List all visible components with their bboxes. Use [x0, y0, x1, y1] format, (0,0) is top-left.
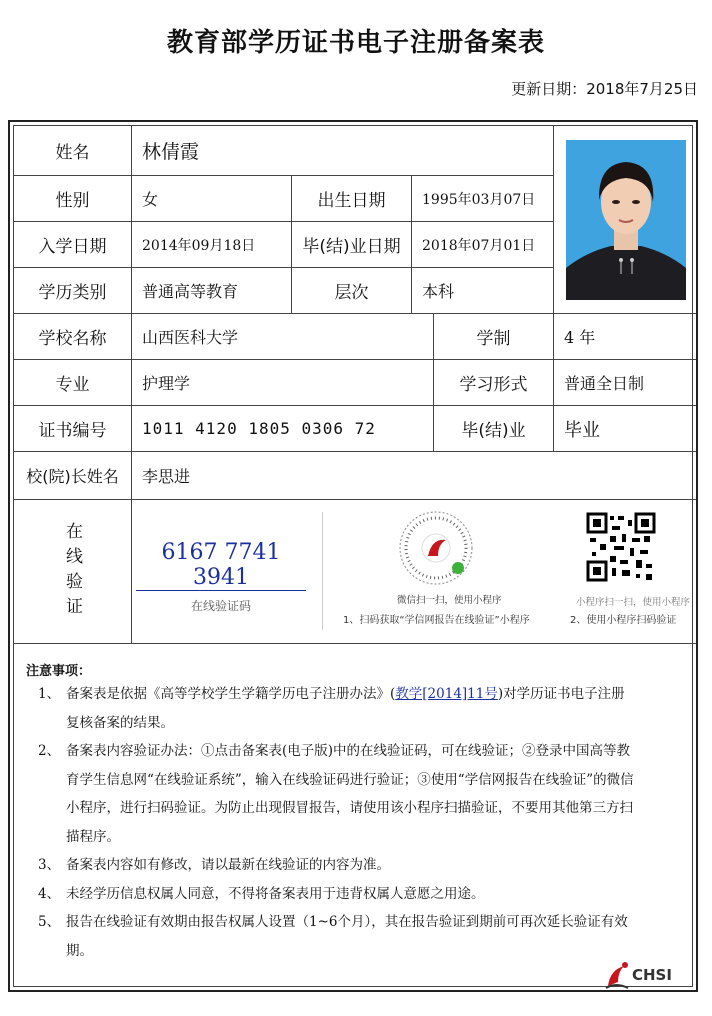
name-label: 姓名	[14, 126, 132, 176]
page-title: 教育部学历证书电子注册备案表	[166, 28, 545, 58]
cert-no-value: 1011 4120 1805 0306 72	[132, 406, 434, 452]
major-label: 专业	[14, 360, 132, 406]
verify-code-link[interactable]: 6167 7741 3941	[136, 540, 306, 591]
enroll-value: 2014年09月18日	[132, 222, 292, 268]
update-date: 更新日期：2018年7月25日	[511, 80, 698, 98]
qr2-caption: 小程序扫一扫，使用小程序	[576, 597, 691, 608]
president-value: 李思进	[132, 452, 696, 500]
edu-type-value: 普通高等教育	[132, 268, 292, 314]
school-label: 学校名称	[14, 314, 132, 360]
chsi-logo-text: CHSI	[632, 966, 672, 984]
student-photo	[566, 140, 686, 300]
school-value: 山西医科大学	[132, 314, 434, 360]
verify-label: 在线验证	[14, 500, 132, 644]
step1-text: 1、扫码获取“学信网报告在线验证”小程序	[343, 615, 530, 626]
birth-value: 1995年03月07日	[412, 176, 554, 222]
qr1-caption: 微信扫一扫，使用小程序	[397, 595, 502, 606]
level-label: 层次	[292, 268, 412, 314]
note-item: 5、 报告在线验证有效期由报告权属人设置（1~6个月），其在报告验证到期前可再次延长验证有效期。	[38, 914, 628, 959]
notes-title: 注意事项：	[26, 664, 92, 679]
qr-code[interactable]	[586, 512, 656, 586]
grad-label: 毕(结)业	[434, 406, 554, 452]
chsi-logo	[604, 960, 672, 990]
chsi-logo-icon	[604, 960, 630, 990]
note-item: 1、 备案表是依据《高等学校学生学籍学历电子注册办法》(教学[2014]11号)对学历证书电子注册复核备案的结果。	[38, 686, 625, 731]
major-value: 护理学	[132, 360, 434, 406]
note-item: 3、 备案表内容如有修改，请以最新在线验证的内容为准。	[38, 857, 390, 873]
gender-value: 女	[132, 176, 292, 222]
enroll-label: 入学日期	[14, 222, 132, 268]
birth-label: 出生日期	[292, 176, 412, 222]
verify-code-label: 在线验证码	[190, 599, 251, 613]
study-form-value: 普通全日制	[554, 360, 696, 406]
duration-label: 学制	[434, 314, 554, 360]
notes-list	[38, 680, 638, 965]
level-value: 本科	[412, 268, 554, 314]
edu-type-label: 学历类别	[14, 268, 132, 314]
note-item: 2、 备案表内容验证办法：①点击备案表(电子版)中的在线验证码，可在线验证；②登录中国高等教育学生信息网“在线验证系统”，输入在线验证码进行验证；③使用“学信网报告在线验证”的微信小程序，进行扫码验证。为防止出现假冒报告，请使用该小程序扫描验证，不要用其他第三方扫描程序。	[38, 743, 634, 845]
name-value: 林倩霞	[132, 126, 554, 176]
gender-label: 性别	[14, 176, 132, 222]
verify-code-block	[136, 540, 306, 614]
president-label: 校(院)长姓名	[14, 452, 132, 500]
step2-text: 2、使用小程序扫码验证	[570, 615, 677, 626]
note-item: 4、 未经学历信息权属人同意，不得将备案表用于违背权属人意愿之用途。	[38, 885, 485, 902]
cert-no-label: 证书编号	[14, 406, 132, 452]
grad-date-value: 2018年07月01日	[412, 222, 554, 268]
study-form-label: 学习形式	[434, 360, 554, 406]
duration-value: 4 年	[554, 314, 696, 360]
mini-program-code[interactable]	[398, 510, 474, 590]
grad-date-label: 毕(结)业日期	[292, 222, 412, 268]
verify-divider	[322, 512, 323, 630]
policy-link[interactable]: 教学[2014]11号	[395, 686, 498, 702]
grad-value: 毕业	[554, 406, 696, 452]
